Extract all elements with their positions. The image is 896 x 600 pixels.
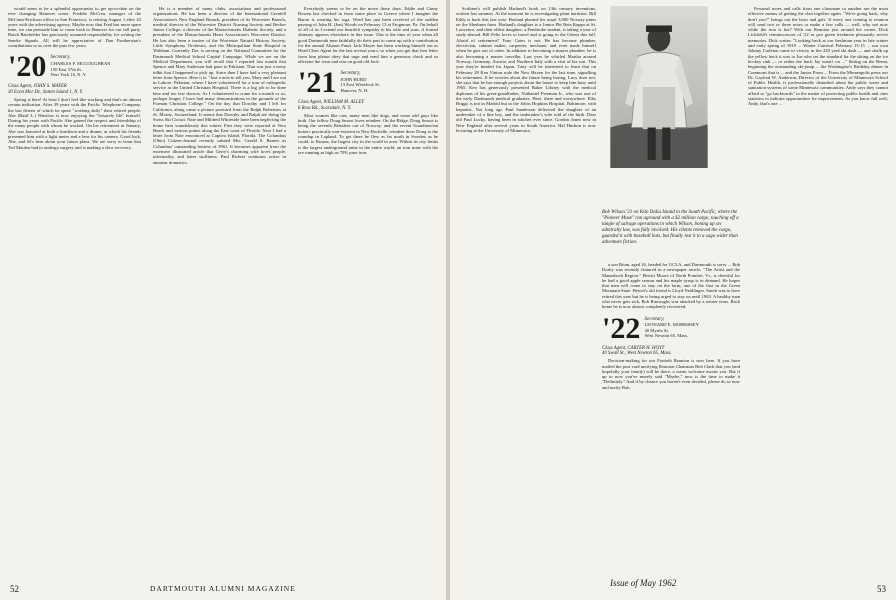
- class-1922-header: [602, 314, 740, 344]
- left-page: [0, 0, 446, 600]
- text-block: Personal notes and calls from one classmate to another are the most effective means of getting the clan together again. "We're going back, why don't you?" brings out the boys and gals. If every one coming to reunion will send two or three notes or make a few calls — well, why not now while the iron is hot? With our Reunion just around the corner, Dick Lichfield's reminiscences of '22 as pea green freshmen pleasantly revive memories. Dick writes: "Looking back at our freshman year in late winter and early spring of 1919 ... Winter Carnival February 13-15 ... our own Johnny Carleton came to victory in the 220 yard ski dash — and chalk up the yellow buck it was to Joe who set the standard for the skiing on the ice hockey rink — or rather the buck Jay wasn't on ..." Sitting on the Bema, beginning the outstanding ski-jump ... the Washington's Birthday dinner in Commons that is ... and the Junior Prom ... From the Minneapolis press our Dr. Gaylord W. Anderson, Director of the University of Minnesota School of Public Health, is professionally disturbed about the public water and sanitation systems of some Minnesota communities. Andy says they cannot afford to "go backwards" in the matter of protecting public health and cites statistics to indicate opportunities for improvement. As you know full well, Andy, that's one ...: [748, 6, 888, 107]
- class-secretary: Secretary, LEONARD E. MORRISSEY 40 Myrtle St. West Newton 65, Mass.: [644, 316, 699, 339]
- page-number: 52: [10, 584, 19, 594]
- text-block: Decision-making for our Fortieth Reunion is now here. If you have mailed the post card notifying Reunion Chairman Bob Clark that you (and hopefully your family) will be there, a warm welcome awaits you. But if up to now you've merely said "Maybe," now is the time to make it "Definitely." And if by chance you haven't even decided, please do so now and notify Bob.: [602, 358, 740, 390]
- photo-caption: Bob Wilson '21 on Kito Dalia Island in the South Pacific, where the "Pioneer Muse" ran aground with a $2 million cargo, touching off a tangle of salvage operations in which Wilson, boning up on admiralty law, was fully involved. His clients removed the cargo, guarded it with baseball bats, but finally lost it to a saga wider than adventure fiction.: [602, 210, 739, 245]
- secretary-city: New York 16, N. Y.: [50, 72, 87, 78]
- left-column-1: [8, 6, 141, 151]
- secretary-address: 40 Myrtle St.: [644, 327, 669, 333]
- text-block: Scribner's will publish Harland's book on 13th century inventions, written last summer. At the moment he is investigating plant nutrition. Bill Eddy is back this last year. Harland planted his usual 3,000 Norway pines on the Sherburn farm. Harland's daughter is a Junior Phi Beta Kappa at St. Lawrence, and their eldest daughter, a Pembroke student, is taking a year of study abroad. Bill Peltz loves to travel and is going to the Orient this fall. Afraid of retirement? Tony Gates is not. He has become plumber, electrician, cabinet maker, carpenter, mechanic and even made himself when he gets out of order. In addition to becoming a master plumber, he is also becoming a master traveller. Last year he whirled Martha around Norway, Germany, Austria, and Northern Italy with a visit of his son. This year they're headed for Japan. Tony will be interested to learn that on February 28 Ken Vinton rode the New Haven for the last time, signalling his retirement. If he worries about the future being boring, Lucy does not; she says that he has enough projects about the house to keep him busy until 1965. Ken has generously presented Baker Library with the medical diplomas of his great-grandfather, Nathaniel Freeman Jr., who was one of the early Dartmouth medical graduates. Here, there and everywhere: Ellis Briggs is not in Madrid but in the Johns Hopkins Hospital, Baltimore, with hepatitis. Not long ago Paul Sanderson delivered the daughter of an undertaker of a fine boy, and the undertaker's wife told of the birth. Dear old Paul Lucky, having been in stitches ever since. Gordon Jones now in New England after several years in South America. Hal Hudson is now lecturing at the University of Minnesota.: [456, 6, 596, 133]
- secretary-name: LEONARD E. MORRISSEY: [644, 322, 699, 328]
- class-year: '21: [298, 68, 337, 99]
- text-block: He is a member of many clubs, associations and professional organizations. He has been a director of the International Grenfell Association's New England Branch, president of its Worcester Branch, medical director of the Worcester District Nursing Society and Becker Junior College, a director of the Massachusetts Diabetic Society, and a president of the Massachusetts Heart Association's Worcester District. He has also been a trustee of the Worcester Natural History Society, Little Symphony Orchestra, and the Metropolitan State Hospital in Waltham. Currently Doc is serving on the National Committee for the Dartmouth Medical School Capital Campaign. While we are on the Medical Department, you will recall that I reported last month that Spence and Mary Anderson had gone to Pakistan. That was just a teeny tidbit that I happened to pick up. Since then I have had a very pleasant letter from Spence. Here it is: "Just a note to tell you, Mary and I are out in Lahore, Pakistan, where I have volunteered for a tour of orthopedic service at the United Christian Hospital. There is a big job to be done here and too few doctors. As I volunteered to come for a month or so, perhaps longer, I have had many demonstrations in the grounds of the Forman Christian College." On the day that Dorothy and I left for California, along came a picture postcard from the Ralph Robertses at St. Moritz, Switzerland. It seems that Dorothy and Ralph are doing the Swiss Ski Circuit. Nate and Mildred Whiteside have been neglecting the home fires scandalously this winter. First they were reported at Vero Beach and various points along the East coast of Florida. Next I had a letter from Nate ensconced at Captiva Island, Florida. The Columbus (Ohio) Citizen-Journal recently saluted Mrs. Gerald S. Barnes as Columbus' outstanding hostess of 1961. It becomes apparent from the extensive illustrated article that Gerry's charming wife loves people, informality, and hates stuffiness. Paul Richter continues active in amateur dramatics.: [153, 6, 286, 165]
- right-column-2: [602, 262, 740, 391]
- class-secretary: Secretary, CHARLES F. MCGOUGHRAN 150 East 37th St. New York 16, N. Y.: [50, 55, 111, 78]
- text-block: a son Brian, aged 16, headed for UCLA, and Dartmouth is sorry ... Bob Dorby was recently featured in a newspaper article, "The Artist and the Manashock Region." Hewitt Moore of North Pomfret, Vt., is cheerful for he had a good apple season and his maple syrup is in demand. He hopes that men will come to stay on the farm, one of the first in the Green Mountain State. Hewitt's old friend is Lloyd Neidlinger. Smith was to have retired this year but he is being urged to stay on until 1963. A healthy man who never gets sick, Bob Burroughs was attacked by a winter virus. Back home he is now almost completely recovered.: [602, 262, 740, 310]
- text-block: Spring is here! At least I don't feel like working and that's an almost certain indication. After 39 years with the Pacific Telephone Company, the last fifteen of which he spent "working daily" their retired people, Abe (Basil L.) Winslow is now enjoying the "leisurely life" himself. During his years with Pacific Abe gained the respect and friendship of the many people with whom he worked. On his retirement in January, Abe was honored at both a luncheon and a dinner, at which his friends presented him with a light meter and a lens for his camera. Good luck, Abe, and let's hear about your future plans. We are sorry to learn that Ted Marden had to undergo surgery and is making a slow recovery.: [8, 96, 141, 150]
- secretary-name: JOHN HURD: [340, 76, 367, 82]
- text-block: Most women like cats, many men like dogs, and some odd guys like both. Our fellow Doug Smoot loves reindeer. On the Ridge, Doug Smoot is being the seventh Reindeer out of Norway, and the recent Scandinavian honors practically non-existent in New Rochelle, reindeer drew Doug to the roundup in Lapland. To get there he flew as far north in Sweden as he could, to Kiruna, the largest city in the world in area. Within its city limits is the largest underground mine in the entire world, an iron mine with the ore running as high as 70% pure iron.: [298, 112, 438, 155]
- class-year: '22: [602, 313, 641, 344]
- page-number: 53: [877, 584, 886, 594]
- class-secretary: Secretary, JOHN HURD 13 East Wheelock St. Hanover, N. H.: [340, 71, 380, 94]
- right-column-1: [456, 6, 596, 134]
- secretary-name: CHARLES F. MCGOUGHRAN: [50, 60, 111, 66]
- class-year: '20: [8, 52, 47, 83]
- secretary-city: West Newton 65, Mass.: [644, 333, 689, 339]
- class-agent: Class Agent, WILLIAM M. ALLEY 6 Ross Rd., Scarsdale, N. Y.: [298, 100, 365, 111]
- right-page: [450, 0, 896, 600]
- right-column-3: [748, 6, 888, 108]
- photo-bob-wilson: [610, 6, 730, 206]
- class-1921-header: [298, 68, 438, 98]
- class-agent: Class Agent, CARTER H. HOYT 40 Swall St., West Newton 65, Mass.: [602, 345, 672, 356]
- class-1920-header: [8, 52, 141, 82]
- left-column-3: [298, 6, 438, 156]
- text-block: Everybody seems to be on the move these days. Eddie and Ginny Bowen last checked in from some place in Greece where I imagine the Baron is wearing his toga. Word has just been received of the sudden passing of John H. (Jon) Woods on February 13 at Frogmore, Pa. On behalf of all of us I extend our heartfelt sympathy to his wife and sons. A formal obituary appears elsewhere in this issue. This is the time of year when all good Dartmouth men faithfully do their part to come up with a contribution for the annual Alumni Fund. Jack Mayer has been working himself out as Head Class Agent for the last several years, so when you get that first letter from him please obey that urge and send him a generous check and so alleviate the wear and tear on good old Jack.: [298, 6, 438, 64]
- class-agent: Class Agent, JOHN S. MAYER 30 Evon Mor Dr., Staten Island 1, N. Y.: [8, 84, 84, 95]
- secretary-city: Hanover, N. H.: [340, 88, 369, 94]
- issue-label: Issue of May 1962: [610, 578, 677, 588]
- text-block: would seem to be a splendid opportunity to get up-to-date on the ever changing Hanover scene. Freddie McCrea, manager of the McCann-Erickson office in San Francisco, is retiring August 1 after 42 years with the advertising agency. Maybe now that Fred has more spare time, we can persuade him to come back to Hanover for our fall party. Butch Batchelder has graciously assumed responsibility for writing the Smoke Signals. All will be appreciative of Dan Featherston's contributions to us over the past few years.: [8, 6, 141, 49]
- magazine-title: DARTMOUTH ALUMNI MAGAZINE: [150, 584, 296, 593]
- left-column-2: [153, 6, 286, 166]
- photo-image: [610, 6, 708, 168]
- secretary-address: 13 East Wheelock St.: [340, 82, 380, 88]
- secretary-address: 150 East 37th St.: [50, 66, 82, 72]
